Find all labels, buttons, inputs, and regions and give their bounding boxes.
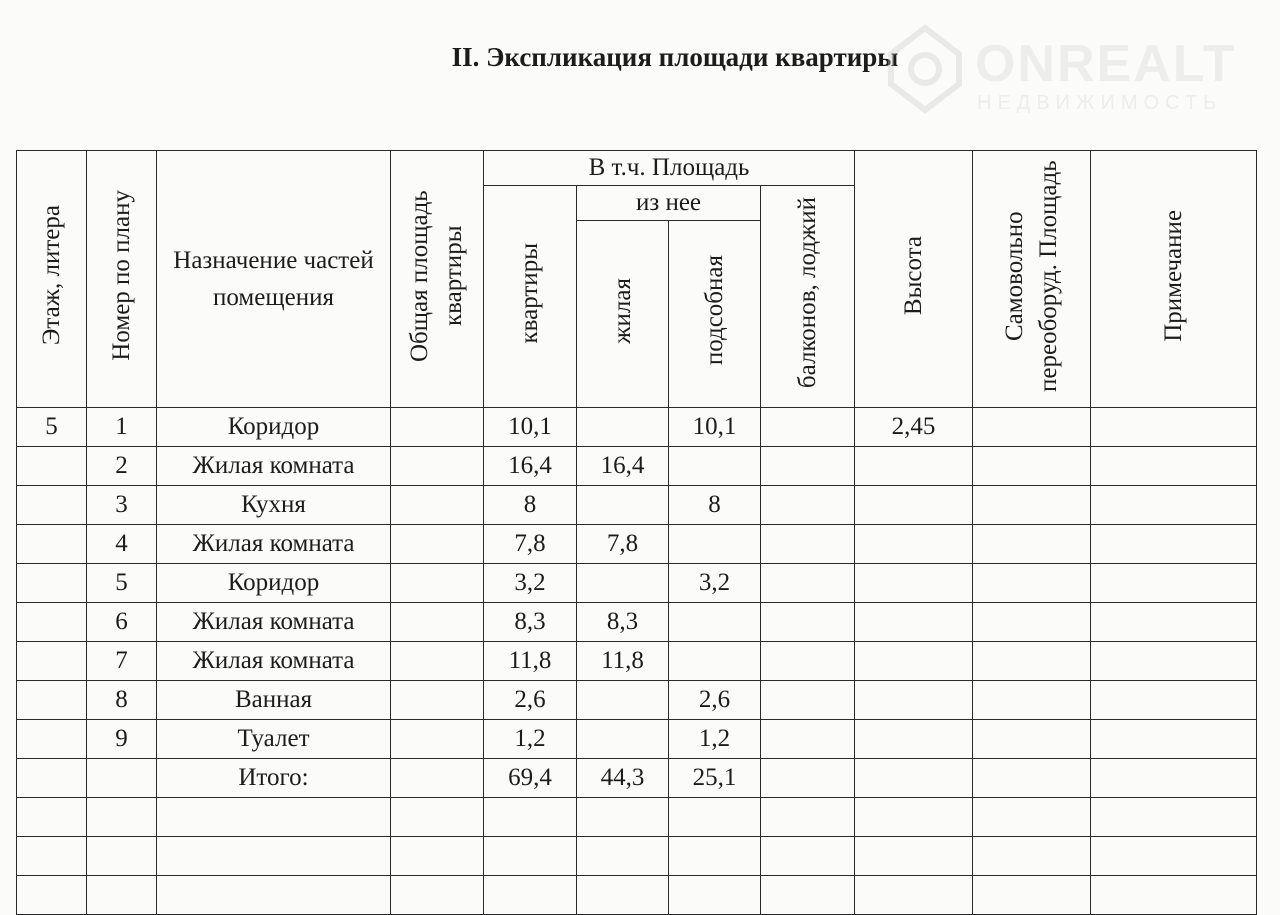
house-logo-icon	[885, 24, 965, 114]
cell-living: 11,8	[577, 642, 669, 681]
cell-balcony	[761, 642, 855, 681]
header-of-which: из нее	[577, 186, 761, 221]
header-floor: Этаж, литера	[17, 151, 87, 408]
table-row	[17, 486, 1257, 525]
cell-balcony	[761, 486, 855, 525]
cell-balcony	[761, 759, 855, 798]
cell-height	[855, 486, 973, 525]
cell-room-name: Жилая комната	[157, 525, 391, 564]
cell-room-name: Коридор	[157, 408, 391, 447]
cell-apartment: 11,8	[484, 642, 577, 681]
cell-balcony	[761, 564, 855, 603]
table-row	[17, 603, 1257, 642]
cell-living	[577, 408, 669, 447]
cell-living	[577, 720, 669, 759]
cell-room-name: Туалет	[157, 720, 391, 759]
cell-floor	[17, 720, 87, 759]
cell-self-area	[973, 720, 1091, 759]
cell-living	[577, 681, 669, 720]
cell-floor: 5	[17, 408, 87, 447]
cell-plan-number: 1	[87, 408, 157, 447]
cell-total	[391, 603, 484, 642]
totals-label: Итого:	[157, 759, 391, 798]
table-row	[17, 447, 1257, 486]
cell-height	[855, 564, 973, 603]
header-living: жилая	[577, 221, 669, 408]
table-row	[17, 525, 1257, 564]
totals-row	[17, 759, 1257, 798]
header-including-area: В т.ч. Площадь	[484, 151, 855, 186]
cell-living: 16,4	[577, 447, 669, 486]
cell-total	[391, 642, 484, 681]
cell-plan-number: 7	[87, 642, 157, 681]
cell-height	[855, 759, 973, 798]
explication-table	[16, 150, 1257, 915]
cell-plan-number: 4	[87, 525, 157, 564]
cell-height	[855, 681, 973, 720]
cell-apartment: 10,1	[484, 408, 577, 447]
cell-note	[1091, 720, 1257, 759]
cell-auxiliary: 10,1	[669, 408, 761, 447]
cell-plan-number: 8	[87, 681, 157, 720]
header-plan-number: Номер по плану	[87, 151, 157, 408]
header-apartment: квартиры	[484, 186, 577, 408]
cell-plan-number: 5	[87, 564, 157, 603]
cell-floor	[17, 642, 87, 681]
cell-self-area	[973, 642, 1091, 681]
cell-total	[391, 759, 484, 798]
total-apartment: 69,4	[484, 759, 577, 798]
cell-balcony	[761, 603, 855, 642]
table-row	[17, 408, 1257, 447]
cell-balcony	[761, 681, 855, 720]
cell-height	[855, 642, 973, 681]
cell-note	[1091, 486, 1257, 525]
cell-balcony	[761, 408, 855, 447]
header-auxiliary: подсобная	[669, 221, 761, 408]
cell-room-name: Ванная	[157, 681, 391, 720]
table-row	[17, 720, 1257, 759]
cell-room-name: Жилая комната	[157, 447, 391, 486]
cell-total	[391, 720, 484, 759]
cell-note	[1091, 759, 1257, 798]
cell-height	[855, 525, 973, 564]
header-total-area: Общая площадь квартиры	[391, 151, 484, 408]
cell-living: 8,3	[577, 603, 669, 642]
cell-apartment: 1,2	[484, 720, 577, 759]
cell-total	[391, 408, 484, 447]
cell-note	[1091, 408, 1257, 447]
cell-apartment: 3,2	[484, 564, 577, 603]
cell-total	[391, 447, 484, 486]
cell-note	[1091, 447, 1257, 486]
cell-self-area	[973, 486, 1091, 525]
cell-plan-number: 6	[87, 603, 157, 642]
total-auxiliary: 25,1	[669, 759, 761, 798]
cell-living	[577, 486, 669, 525]
cell-apartment: 2,6	[484, 681, 577, 720]
header-height: Высота	[855, 151, 973, 408]
header-self-reconstructed: Самовольно переоборуд. Площадь	[973, 151, 1091, 408]
cell-auxiliary: 3,2	[669, 564, 761, 603]
cell-note	[1091, 642, 1257, 681]
cell-self-area	[973, 564, 1091, 603]
watermark-brand: ONREALT	[975, 35, 1237, 93]
cell-room-name: Жилая комната	[157, 642, 391, 681]
cell-height	[855, 603, 973, 642]
cell-balcony	[761, 720, 855, 759]
cell-floor	[17, 447, 87, 486]
cell-self-area	[973, 447, 1091, 486]
cell-floor	[17, 759, 87, 798]
empty-row	[17, 876, 1257, 915]
total-living: 44,3	[577, 759, 669, 798]
table-row	[17, 681, 1257, 720]
watermark-subtitle: НЕДВИЖИМОСТЬ	[977, 92, 1223, 114]
cell-self-area	[973, 759, 1091, 798]
cell-floor	[17, 525, 87, 564]
table-row	[17, 564, 1257, 603]
cell-apartment: 16,4	[484, 447, 577, 486]
cell-note	[1091, 525, 1257, 564]
watermark	[885, 24, 1265, 119]
cell-room-name: Жилая комната	[157, 603, 391, 642]
cell-balcony	[761, 447, 855, 486]
cell-auxiliary	[669, 525, 761, 564]
cell-note	[1091, 603, 1257, 642]
cell-plan-number: 9	[87, 720, 157, 759]
cell-self-area	[973, 408, 1091, 447]
cell-floor	[17, 486, 87, 525]
empty-row	[17, 837, 1257, 876]
cell-auxiliary	[669, 642, 761, 681]
table-row	[17, 642, 1257, 681]
cell-self-area	[973, 681, 1091, 720]
cell-total	[391, 525, 484, 564]
cell-note	[1091, 564, 1257, 603]
cell-note	[1091, 681, 1257, 720]
cell-apartment: 8,3	[484, 603, 577, 642]
cell-auxiliary: 1,2	[669, 720, 761, 759]
cell-auxiliary	[669, 447, 761, 486]
cell-floor	[17, 564, 87, 603]
header-purpose: Назначение частей помещения	[157, 151, 391, 408]
cell-total	[391, 681, 484, 720]
cell-apartment: 7,8	[484, 525, 577, 564]
cell-auxiliary: 2,6	[669, 681, 761, 720]
cell-auxiliary: 8	[669, 486, 761, 525]
cell-height	[855, 447, 973, 486]
cell-living	[577, 564, 669, 603]
page-title: II. Экспликация площади квартиры	[451, 42, 899, 72]
cell-self-area	[973, 525, 1091, 564]
header-note: Примечание	[1091, 151, 1257, 408]
cell-room-name: Кухня	[157, 486, 391, 525]
cell-self-area	[973, 603, 1091, 642]
cell-room-name: Коридор	[157, 564, 391, 603]
cell-living: 7,8	[577, 525, 669, 564]
cell-floor	[17, 681, 87, 720]
cell-plan-number: 2	[87, 447, 157, 486]
cell-height	[855, 720, 973, 759]
cell-auxiliary	[669, 603, 761, 642]
header-balconies: балконов, лоджий	[761, 186, 855, 408]
cell-floor	[17, 603, 87, 642]
cell-plan-number	[87, 759, 157, 798]
empty-row	[17, 798, 1257, 837]
cell-total	[391, 486, 484, 525]
cell-total	[391, 564, 484, 603]
cell-balcony	[761, 525, 855, 564]
cell-apartment: 8	[484, 486, 577, 525]
cell-height: 2,45	[855, 408, 973, 447]
cell-plan-number: 3	[87, 486, 157, 525]
